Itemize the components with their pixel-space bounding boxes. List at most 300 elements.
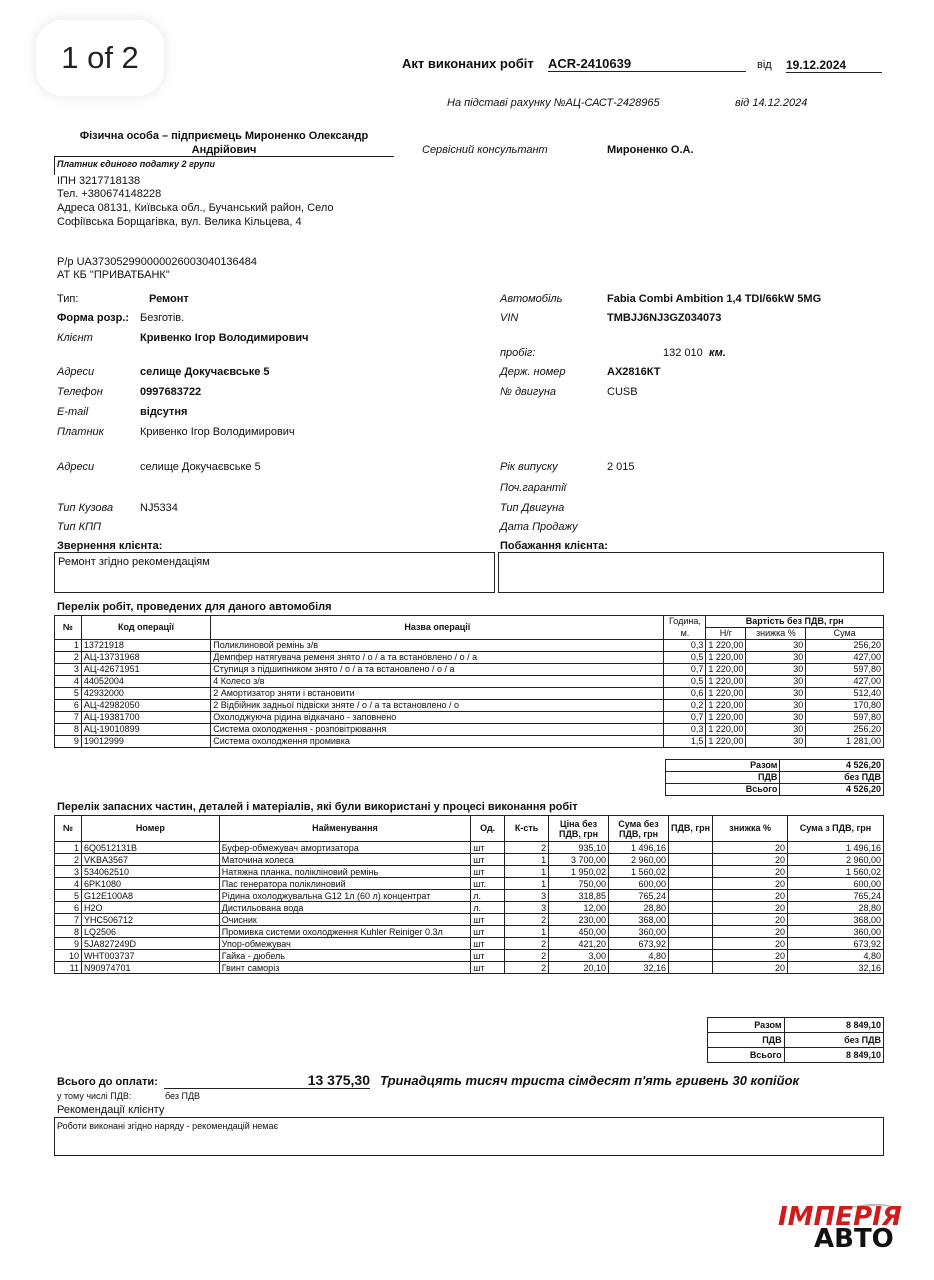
- issuer-bank: АТ КБ "ПРИВАТБАНК": [57, 269, 170, 281]
- operation-hours: 0,3: [664, 724, 706, 736]
- table-row: [55, 640, 884, 652]
- row-number: 2: [55, 854, 82, 866]
- year-label: Рік випуску: [500, 461, 558, 473]
- row-number: 4: [55, 878, 82, 890]
- row-number: 3: [55, 866, 82, 878]
- part-vat: [669, 890, 713, 902]
- operation-rate: 1 220,00: [706, 676, 746, 688]
- works-header-code: Код операції: [81, 616, 210, 640]
- parts-title: Перелік запасних частин, деталей і матеріалів, які були використані у процесі виконання робіт: [57, 801, 578, 813]
- operation-code: 42932000: [81, 688, 210, 700]
- part-discount: 20: [713, 890, 788, 902]
- works-header-discount: знижка %: [746, 628, 806, 640]
- row-number: 2: [55, 652, 82, 664]
- part-total: 368,00: [788, 914, 884, 926]
- parts-header-vat: ПДВ, грн: [669, 816, 713, 842]
- operation-name: 2 Відбійник задньої підвіски зняте / о / а та встановлено / о: [211, 700, 664, 712]
- address-value: селище Докучаєвське 5: [140, 366, 270, 378]
- table-row: [55, 866, 884, 878]
- operation-discount: 30: [746, 724, 806, 736]
- table-row: [55, 938, 884, 950]
- part-sum: 1 496,16: [609, 842, 669, 854]
- part-unit: шт: [471, 866, 505, 878]
- operation-code: АЦ-13731968: [81, 652, 210, 664]
- part-qty: 1: [505, 878, 549, 890]
- part-sum: 765,24: [609, 890, 669, 902]
- mileage-label: пробіг:: [500, 347, 536, 359]
- table-row: [55, 950, 884, 962]
- address-label: Адреси: [57, 366, 95, 378]
- operation-hours: 0,7: [664, 664, 706, 676]
- vin-value: TMBJJ6NJ3GZ034073: [607, 312, 722, 324]
- mileage-value: 132 010: [663, 347, 703, 359]
- part-unit: шт: [471, 926, 505, 938]
- part-price: 421,20: [549, 938, 609, 950]
- operation-code: 13721918: [81, 640, 210, 652]
- logo-text-line2: АВТО: [814, 1224, 894, 1254]
- part-discount: 20: [713, 938, 788, 950]
- part-name: Очисник: [219, 914, 470, 926]
- part-vat: [669, 950, 713, 962]
- table-row: [55, 676, 884, 688]
- operation-code: АЦ-19381700: [81, 712, 210, 724]
- warranty-start-label: Поч.гарантії: [500, 482, 567, 494]
- table-row: [55, 664, 884, 676]
- table-row: [55, 854, 884, 866]
- part-number: H2O: [81, 902, 219, 914]
- client-label: Клієнт: [57, 332, 93, 344]
- part-qty: 2: [505, 950, 549, 962]
- operation-sum: 256,20: [806, 640, 884, 652]
- tax-note: Платник єдиного податку 2 групи: [57, 159, 216, 169]
- part-discount: 20: [713, 950, 788, 962]
- operation-name: Поликлиновой ремінь з/в: [211, 640, 664, 652]
- part-total: 4,80: [788, 950, 884, 962]
- part-name: Гвинт саморіз: [219, 962, 470, 974]
- parts-header-price: Ціна без ПДВ, грн: [549, 816, 609, 842]
- table-row: [55, 878, 884, 890]
- operation-name: Система охолодження - розповітрювання: [211, 724, 664, 736]
- part-price: 20,10: [549, 962, 609, 974]
- operation-sum: 427,00: [806, 652, 884, 664]
- payment-amount: 13 375,30: [164, 1072, 370, 1089]
- works-header-name: Назва операції: [211, 616, 664, 640]
- part-discount: 20: [713, 914, 788, 926]
- invoice-basis-date: від 14.12.2024: [735, 97, 808, 109]
- row-number: 5: [55, 890, 82, 902]
- operation-code: 44052004: [81, 676, 210, 688]
- row-number: 7: [55, 914, 82, 926]
- part-price: 12,00: [549, 902, 609, 914]
- table-row: [55, 902, 884, 914]
- operation-hours: 1,5: [664, 736, 706, 748]
- payer-value: Кривенко Ігор Володимирович: [140, 426, 295, 438]
- payment-form-label: Форма розр.:: [57, 312, 130, 324]
- email-value: відсутня: [140, 406, 188, 418]
- part-qty: 2: [505, 842, 549, 854]
- operation-rate: 1 220,00: [706, 640, 746, 652]
- totals-value: 4 526,20: [780, 760, 884, 772]
- operation-sum: 1 281,00: [806, 736, 884, 748]
- operation-hours: 0,2: [664, 700, 706, 712]
- part-sum: 600,00: [609, 878, 669, 890]
- row-number: 9: [55, 736, 82, 748]
- part-sum: 1 560,02: [609, 866, 669, 878]
- operation-hours: 0,3: [664, 640, 706, 652]
- phone-label: Телефон: [57, 386, 103, 398]
- part-price: 3,00: [549, 950, 609, 962]
- operation-sum: 256,20: [806, 724, 884, 736]
- part-qty: 1: [505, 854, 549, 866]
- row-number: 4: [55, 676, 82, 688]
- totals-label: Разом: [666, 760, 780, 772]
- operation-discount: 30: [746, 640, 806, 652]
- client-value: Кривенко Ігор Володимирович: [140, 332, 309, 344]
- part-name: Дистильована вода: [219, 902, 470, 914]
- works-totals: [665, 759, 884, 796]
- operation-rate: 1 220,00: [706, 736, 746, 748]
- part-vat: [669, 926, 713, 938]
- recommendations-label: Рекомендації клієнту: [57, 1104, 165, 1116]
- part-sum: 673,92: [609, 938, 669, 950]
- part-unit: шт: [471, 950, 505, 962]
- payer-address-value: селище Докучаєвське 5: [140, 461, 261, 473]
- issuer-account: Р/р UA373052990000026003040136484: [57, 256, 258, 268]
- row-number: 3: [55, 664, 82, 676]
- totals-label: ПДВ: [666, 772, 780, 784]
- consultant-name: Мироненко О.А.: [607, 144, 694, 156]
- totals-value: 4 526,20: [780, 784, 884, 796]
- totals-row: [666, 760, 884, 772]
- operation-discount: 30: [746, 652, 806, 664]
- totals-value: 8 849,10: [784, 1018, 883, 1033]
- operation-name: Демпфер натягувача ременя знято / о / а та встановлено / о / а: [211, 652, 664, 664]
- parts-header-number: Номер: [81, 816, 219, 842]
- part-sum: 4,80: [609, 950, 669, 962]
- year-value: 2 015: [607, 461, 635, 473]
- part-total: 1 560,02: [788, 866, 884, 878]
- parts-header-name: Найменування: [219, 816, 470, 842]
- issuer-phone: Тел. +380674148228: [57, 188, 162, 200]
- part-total: 32,16: [788, 962, 884, 974]
- part-name: Маточина колеса: [219, 854, 470, 866]
- table-row: [55, 688, 884, 700]
- part-number: 5JA827249D: [81, 938, 219, 950]
- operation-sum: 597,80: [806, 664, 884, 676]
- operation-rate: 1 220,00: [706, 712, 746, 724]
- table-row: [55, 890, 884, 902]
- part-price: 450,00: [549, 926, 609, 938]
- parts-table: [54, 815, 884, 974]
- parts-totals: [707, 1017, 884, 1063]
- part-name: Гайка - дюбель: [219, 950, 470, 962]
- part-price: 318,85: [549, 890, 609, 902]
- works-header-hours-unit: м.: [664, 628, 706, 640]
- part-unit: л.: [471, 890, 505, 902]
- part-number: 6Q0512131B: [81, 842, 219, 854]
- part-sum: 368,00: [609, 914, 669, 926]
- part-total: 673,92: [788, 938, 884, 950]
- totals-row: [666, 784, 884, 796]
- part-vat: [669, 902, 713, 914]
- part-total: 360,00: [788, 926, 884, 938]
- part-name: Пас генератора поліклиновий: [219, 878, 470, 890]
- totals-label: Разом: [708, 1018, 785, 1033]
- phone-value: 0997683722: [140, 386, 202, 398]
- part-number: YHC506712: [81, 914, 219, 926]
- row-number: 9: [55, 938, 82, 950]
- table-row: [55, 724, 884, 736]
- row-number: 6: [55, 902, 82, 914]
- part-vat: [669, 938, 713, 950]
- part-vat: [669, 914, 713, 926]
- works-header-rate: Н/г: [706, 628, 746, 640]
- row-number: 1: [55, 842, 82, 854]
- part-unit: шт.: [471, 878, 505, 890]
- email-label: E-mail: [57, 406, 89, 418]
- parts-header-sum: Сума без ПДВ, грн: [609, 816, 669, 842]
- works-header-hours: Година,: [664, 616, 706, 628]
- car-value: Fabia Combi Ambition 1,4 TDI/66kW 5MG: [607, 293, 822, 305]
- operation-hours: 0,7: [664, 712, 706, 724]
- part-qty: 2: [505, 914, 549, 926]
- part-name: Промивка системи охолодження Kuhler Reiniger 0.3л: [219, 926, 470, 938]
- payment-amount-words: Тринадцять тисяч триста сімдесят п'ять гривень 30 копійок: [380, 1073, 800, 1088]
- part-number: WHT003737: [81, 950, 219, 962]
- wishes-label: Побажання клієнта:: [500, 540, 608, 552]
- operation-hours: 0,5: [664, 676, 706, 688]
- recommendations-text: Роботи виконані згідно наряду - рекомендацій немає: [57, 1121, 279, 1131]
- part-qty: 2: [505, 938, 549, 950]
- sale-date-label: Дата Продажу: [500, 521, 578, 533]
- totals-value: 8 849,10: [784, 1048, 883, 1063]
- part-name: Рідина охолоджувальна G12 1л (60 л) концентрат: [219, 890, 470, 902]
- table-row: [55, 842, 884, 854]
- part-sum: 28,80: [609, 902, 669, 914]
- parts-header-discount: знижка %: [713, 816, 788, 842]
- table-row: [55, 736, 884, 748]
- parts-header-no: №: [55, 816, 82, 842]
- operation-sum: 597,80: [806, 712, 884, 724]
- engine-number-label: № двигуна: [500, 386, 557, 398]
- parts-header-unit: Од.: [471, 816, 505, 842]
- table-row: [55, 700, 884, 712]
- operation-rate: 1 220,00: [706, 700, 746, 712]
- totals-label: Всього: [666, 784, 780, 796]
- operation-code: АЦ-42982050: [81, 700, 210, 712]
- part-vat: [669, 854, 713, 866]
- issuer-ipn: ІПН 3217718138: [57, 175, 141, 187]
- part-discount: 20: [713, 962, 788, 974]
- row-number: 8: [55, 926, 82, 938]
- part-qty: 3: [505, 890, 549, 902]
- appeal-label: Звернення клієнта:: [57, 540, 163, 552]
- works-header-sum: Сума: [806, 628, 884, 640]
- part-price: 3 700,00: [549, 854, 609, 866]
- operation-name: Ступиця з підшипником знято / о / а та встановлено / о / а: [211, 664, 664, 676]
- row-number: 8: [55, 724, 82, 736]
- part-vat: [669, 842, 713, 854]
- part-total: 28,80: [788, 902, 884, 914]
- operation-discount: 30: [746, 676, 806, 688]
- part-qty: 1: [505, 926, 549, 938]
- part-sum: 32,16: [609, 962, 669, 974]
- parts-header-qty: К-сть: [505, 816, 549, 842]
- car-label: Автомобіль: [500, 293, 563, 305]
- part-discount: 20: [713, 854, 788, 866]
- body-type-value: NJ5334: [140, 502, 178, 514]
- payer-address-label: Адреси: [57, 461, 95, 473]
- operation-discount: 30: [746, 712, 806, 724]
- page-counter: 1 of 2: [36, 20, 164, 96]
- part-discount: 20: [713, 866, 788, 878]
- mileage-unit: км.: [709, 347, 726, 359]
- part-total: 765,24: [788, 890, 884, 902]
- operation-rate: 1 220,00: [706, 664, 746, 676]
- part-discount: 20: [713, 842, 788, 854]
- operation-code: 19012999: [81, 736, 210, 748]
- totals-label: ПДВ: [708, 1033, 785, 1048]
- part-total: 600,00: [788, 878, 884, 890]
- part-price: 750,00: [549, 878, 609, 890]
- payment-label: Всього до оплати:: [57, 1076, 158, 1088]
- operation-discount: 30: [746, 736, 806, 748]
- parts-header-total: Сума з ПДВ, грн: [788, 816, 884, 842]
- company-logo: [776, 1198, 908, 1254]
- table-row: [55, 926, 884, 938]
- appeal-box: [54, 552, 495, 593]
- operation-code: АЦ-19010899: [81, 724, 210, 736]
- part-number: 6PK1080: [81, 878, 219, 890]
- part-price: 935,10: [549, 842, 609, 854]
- wishes-box: [498, 552, 884, 593]
- totals-row: [708, 1033, 884, 1048]
- totals-value: без ПДВ: [780, 772, 884, 784]
- operation-rate: 1 220,00: [706, 724, 746, 736]
- table-row: [55, 712, 884, 724]
- part-unit: шт: [471, 914, 505, 926]
- operation-discount: 30: [746, 700, 806, 712]
- issuer-address-2: Софіївська Борщагівка, вул. Велика Кільцева, 4: [57, 216, 302, 228]
- part-price: 230,00: [549, 914, 609, 926]
- totals-label: Всього: [708, 1048, 785, 1063]
- part-sum: 360,00: [609, 926, 669, 938]
- type-value: Ремонт: [149, 293, 189, 305]
- works-title: Перелік робіт, проведених для даного автомобіля: [57, 601, 332, 613]
- part-vat: [669, 866, 713, 878]
- part-unit: шт: [471, 962, 505, 974]
- payment-form-value: Безготів.: [140, 312, 185, 324]
- part-unit: шт: [471, 842, 505, 854]
- part-discount: 20: [713, 926, 788, 938]
- document-date: 19.12.2024: [786, 58, 882, 73]
- part-vat: [669, 962, 713, 974]
- plate-label: Держ. номер: [500, 366, 566, 378]
- recommendations-box: [54, 1117, 884, 1156]
- issuer-name-line2: Андрійович: [54, 144, 394, 157]
- operation-name: Охолоджуюча рідина відкачано - заповнено: [211, 712, 664, 724]
- part-total: 2 960,00: [788, 854, 884, 866]
- part-sum: 2 960,00: [609, 854, 669, 866]
- plate-value: АХ2816КТ: [607, 366, 661, 378]
- row-number: 1: [55, 640, 82, 652]
- part-unit: шт: [471, 854, 505, 866]
- vat-included-value: без ПДВ: [165, 1091, 201, 1101]
- totals-row: [666, 772, 884, 784]
- row-number: 10: [55, 950, 82, 962]
- part-discount: 20: [713, 902, 788, 914]
- operation-sum: 170,80: [806, 700, 884, 712]
- engine-number-value: CUSB: [607, 386, 638, 398]
- part-number: N90974701: [81, 962, 219, 974]
- part-qty: 3: [505, 902, 549, 914]
- operation-name: 4 Колесо з/в: [211, 676, 664, 688]
- consultant-label: Сервісний консультант: [422, 144, 548, 156]
- operation-sum: 427,00: [806, 676, 884, 688]
- vin-label: VIN: [500, 312, 519, 324]
- row-number: 7: [55, 712, 82, 724]
- part-vat: [669, 878, 713, 890]
- part-price: 1 950,02: [549, 866, 609, 878]
- appeal-text: Ремонт згідно рекомендаціям: [58, 556, 210, 568]
- part-name: Упор-обмежувач: [219, 938, 470, 950]
- totals-row: [708, 1018, 884, 1033]
- operation-discount: 30: [746, 664, 806, 676]
- totals-row: [708, 1048, 884, 1063]
- part-number: LQ2506: [81, 926, 219, 938]
- engine-type-label: Тип Двигуна: [500, 502, 565, 514]
- part-discount: 20: [713, 878, 788, 890]
- operation-sum: 512,40: [806, 688, 884, 700]
- row-number: 6: [55, 700, 82, 712]
- date-from-label: від: [757, 59, 772, 71]
- document-title: Акт виконаних робіт: [402, 56, 534, 71]
- part-name: Буфер-обмежувач амортизатора: [219, 842, 470, 854]
- operation-rate: 1 220,00: [706, 652, 746, 664]
- row-number: 5: [55, 688, 82, 700]
- part-total: 1 496,16: [788, 842, 884, 854]
- row-number: 11: [55, 962, 82, 974]
- operation-name: 2 Амортизатор зняти і встановити: [211, 688, 664, 700]
- issuer-name-line1: Фізична особа – підприємець Мироненко Олександр: [79, 130, 369, 142]
- works-header-cost: Вартість без ПДВ, грн: [706, 616, 884, 628]
- part-unit: л.: [471, 902, 505, 914]
- table-row: [55, 962, 884, 974]
- operation-rate: 1 220,00: [706, 688, 746, 700]
- logo-text-line1: ІМПЕРІЯ: [778, 1202, 902, 1232]
- operation-discount: 30: [746, 688, 806, 700]
- table-row: [55, 652, 884, 664]
- vat-included-label: у тому числі ПДВ:: [57, 1091, 132, 1101]
- table-row: [55, 914, 884, 926]
- part-number: VKBA3567: [81, 854, 219, 866]
- part-qty: 1: [505, 866, 549, 878]
- payer-label: Платник: [57, 426, 104, 438]
- part-unit: шт: [471, 938, 505, 950]
- operation-name: Система охолодження промивка: [211, 736, 664, 748]
- body-type-label: Тип Кузова: [57, 502, 114, 514]
- part-number: G12E100A8: [81, 890, 219, 902]
- works-table: [54, 615, 884, 748]
- operation-code: АЦ-42671951: [81, 664, 210, 676]
- issuer-address-1: Адреса 08131, Київська обл., Бучанський район, Село: [57, 202, 334, 214]
- invoice-basis: На підставі рахунку №АЦ-САСТ-2428965: [447, 97, 660, 109]
- document-number: ACR-2410639: [548, 56, 746, 72]
- operation-hours: 0,5: [664, 652, 706, 664]
- type-label: Тип:: [57, 293, 79, 305]
- part-qty: 2: [505, 962, 549, 974]
- gearbox-type-label: Тип КПП: [57, 521, 102, 533]
